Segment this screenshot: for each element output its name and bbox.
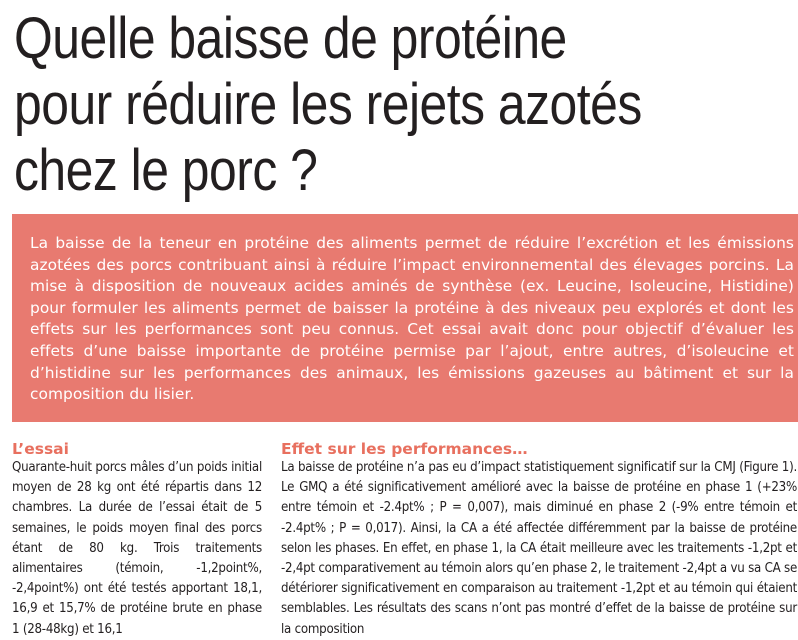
title-line-1: Quelle baisse de protéine: [14, 6, 567, 71]
section-title-performances: Effet sur les performances…: [281, 440, 528, 458]
article-title: [14, 6, 685, 204]
intro-box: [12, 214, 798, 422]
intro-text: La baisse de la teneur en protéine des aliments permet de réduire l’excrétion et les émissions azotées des porcs contribuant ainsi à réduire l’impact environnemental des élevages porcins. La mise à disposition de nouveaux acides aminés de synthèse (ex. Leucine, Isoleucine, Histidine) pour formuler les aliments permet de baisser la protéine à des niveaux peu explorés et dont les effets sur les performances sont peu connus. Cet essai avait donc pour objectif d’évaluer les effets d’une baisse importante de protéine permise par l’ajout, entre autres, d’isoleucine et d’histidine sur les performances des animaux, les émissions gazeuses au bâtiment et sur la composition du lisier.: [30, 234, 794, 404]
section-title-essai: L’essai: [12, 440, 69, 458]
section-text-performances: La baisse de protéine n’a pas eu d’impact statistiquement significatif sur la CMJ (Figure 1). Le GMQ a été significativement amélioré avec la baisse de protéine en phase 1 (+23% entre témoin et -2.4pt% ; P = 0,007), mais diminué en phase 2 (-9% entre témoin et -2.4pt% ; P = 0,017). Ainsi, la CA a été affectée différemment par la baisse de protéine selon les phases. En effet, en phase 1, la CA était meilleure avec les traitements -1,2pt et -2,4pt comparativement au témoin alors qu’en phase 2, le traitement -2,4pt a vu sa CA se détériorer significativement en comparaison au traitement -1,2pt et au témoin qui étaient semblables. Les résultats des scans n’ont pas montré d’effet de la baisse de protéine sur la composition: [281, 460, 797, 637]
title-line-2: pour réduire les rejets azotés: [14, 72, 642, 137]
title-line-3: chez le porc ?: [14, 138, 318, 203]
section-text-essai: Quarante-huit porcs mâles d’un poids initial moyen de 28 kg ont été répartis dans 12 chambres. La durée de l’essai était de 5 semaines, le poids moyen final des porcs étant de 80 kg. Trois traitements alimentaires (témoin, -1,2point%, -2,4point%) ont été testés apportant 18,1, 16,9 et 15,7% de protéine brute en phase 1 (28-48kg) et 16,1: [12, 460, 262, 637]
